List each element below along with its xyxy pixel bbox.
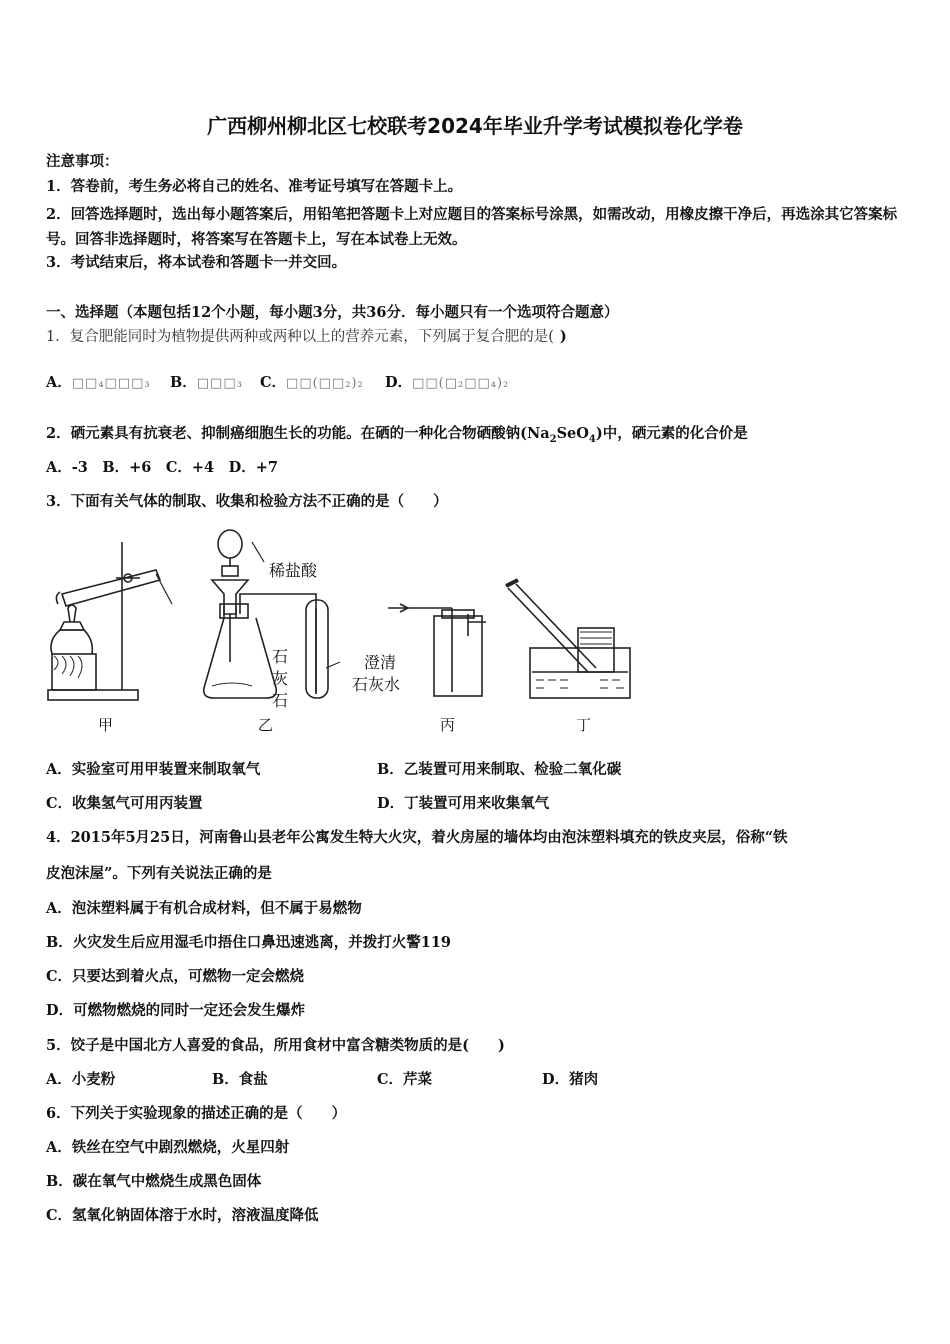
question-2-stem-a: 2．硒元素具有抗衰老、抑制癌细胞生长的功能。在硒的一种化合物硒酸钠(Na — [46, 425, 550, 442]
question-3-option-d: D．丁装置可用来收集氧气 — [377, 795, 550, 812]
section-heading: 一、选择题（本题包括12个小题，每小题3分，共36分．每小题只有一个选项符合题意） — [46, 304, 619, 321]
label-dilute-hcl: 稀盐酸 — [269, 561, 318, 580]
question-1-stem — [46, 327, 910, 347]
question-3-stem: 3．下面有关气体的制取、收集和检验方法不正确的是（ ） — [46, 493, 448, 510]
apparatus-figure — [40, 522, 650, 742]
question-1-option-d — [385, 373, 509, 394]
option-letter: C． — [260, 374, 287, 391]
notice-item-2: 2．回答选择题时，选出每小题答案后，用铅笔把答题卡上对应题目的答案标号涂黑，如需改动，用橡皮擦干净后，再选涂其它答案标号。回答非选择题时，将答案写在答题卡上，写在本试卷上无效。 — [46, 206, 898, 248]
question-5-stem: 5．饺子是中国北方人喜爱的食品，所用食材中富含糖类物质的是( ) — [46, 1037, 505, 1054]
question-1-option-a — [46, 373, 151, 394]
notice-item-1: 1．答卷前，考生务必将自己的姓名、准考证号填写在答题卡上。 — [46, 178, 463, 195]
question-3-option-a: A．实验室可用甲装置来制取氧气 — [46, 761, 261, 778]
question-4-option-c: C．只要达到着火点，可燃物一定会燃烧 — [46, 968, 305, 985]
option-formula: □□□₃ — [196, 376, 243, 391]
label-limestone-2: 灰 — [272, 669, 289, 688]
question-4-option-a: A．泡沫塑料属于有机合成材料，但不属于易燃物 — [46, 900, 362, 917]
question-2-sub-1: 2 — [549, 433, 557, 445]
question-1-stem-text: 1．复合肥能同时为植物提供两种或两种以上的营养元素，下列属于复合肥的是( — [46, 329, 554, 345]
label-ding: 丁 — [576, 716, 592, 734]
question-5-option-b: B．食盐 — [212, 1071, 268, 1088]
question-3-option-c: C．收集氢气可用丙装置 — [46, 795, 203, 812]
question-5-option-a: A．小麦粉 — [46, 1071, 116, 1088]
label-yi: 乙 — [258, 716, 274, 734]
question-6-option-a: A．铁丝在空气中剧烈燃烧，火星四射 — [46, 1139, 290, 1156]
question-2-stem — [46, 424, 910, 450]
question-2-sub-2: 4 — [588, 433, 596, 445]
apparatus-bing — [388, 604, 486, 696]
question-5-option-d: D．猪肉 — [542, 1071, 599, 1088]
apparatus-jia — [48, 542, 172, 700]
question-4-option-d: D．可燃物燃烧的同时一定还会发生爆炸 — [46, 1002, 306, 1019]
question-6-option-b: B．碳在氧气中燃烧生成黑色固体 — [46, 1173, 262, 1190]
option-letter: A． — [46, 374, 72, 391]
label-limestone-3: 石 — [272, 691, 289, 710]
question-3-option-b: B．乙装置可用来制取、检验二氧化碳 — [377, 761, 622, 778]
question-4-stem: 4．2015年5月25日，河南鲁山县老年公寓发生特大火灾，着火房屋的墙体均由泡沫塑料填充的铁皮夹层，俗称“铁 — [46, 829, 788, 846]
question-2-options: A．-3 B．+6 C．+4 D．+7 — [46, 459, 278, 476]
label-jia: 甲 — [98, 716, 114, 734]
question-4-stem-2: 皮泡沫屋”。下列有关说法正确的是 — [46, 865, 272, 882]
option-letter: D． — [385, 374, 413, 391]
label-limewater: 石灰水 — [352, 675, 401, 694]
question-4-option-b: B．火灾发生后应用湿毛巾捂住口鼻迅速逃离，并拨打火警119 — [46, 934, 452, 951]
option-formula: □□(□□₂)₂ — [286, 376, 364, 391]
notice-heading: 注意事项： — [46, 153, 119, 170]
question-2-stem-c: )中，硒元素的化合价是 — [595, 425, 748, 442]
option-letter: B． — [170, 374, 197, 391]
label-clear: 澄清 — [364, 653, 397, 672]
label-bing: 丙 — [440, 716, 456, 734]
apparatus-yi — [204, 530, 328, 698]
question-2-stem-b: SeO — [556, 425, 589, 442]
question-6-option-c: C．氢氧化钠固体溶于水时，溶液温度降低 — [46, 1207, 319, 1224]
question-1-stem-end: ) — [559, 328, 567, 345]
question-1-option-b — [170, 373, 243, 394]
question-6-stem: 6．下列关于实验现象的描述正确的是（ ） — [46, 1105, 347, 1122]
question-5-option-c: C．芹菜 — [377, 1071, 433, 1088]
apparatus-diagram — [40, 522, 650, 742]
option-formula: □□(□₂□□₄)₂ — [412, 376, 510, 391]
apparatus-ding — [506, 580, 630, 698]
option-formula: □□₄□□□₃ — [71, 376, 151, 391]
question-1-option-c — [260, 373, 364, 394]
page-title: 广西柳州柳北区七校联考2024年毕业升学考试模拟卷化学卷 — [207, 114, 743, 138]
notice-item-3: 3．考试结束后，将本试卷和答题卡一并交回。 — [46, 254, 347, 271]
label-limestone-1: 石 — [272, 647, 289, 666]
